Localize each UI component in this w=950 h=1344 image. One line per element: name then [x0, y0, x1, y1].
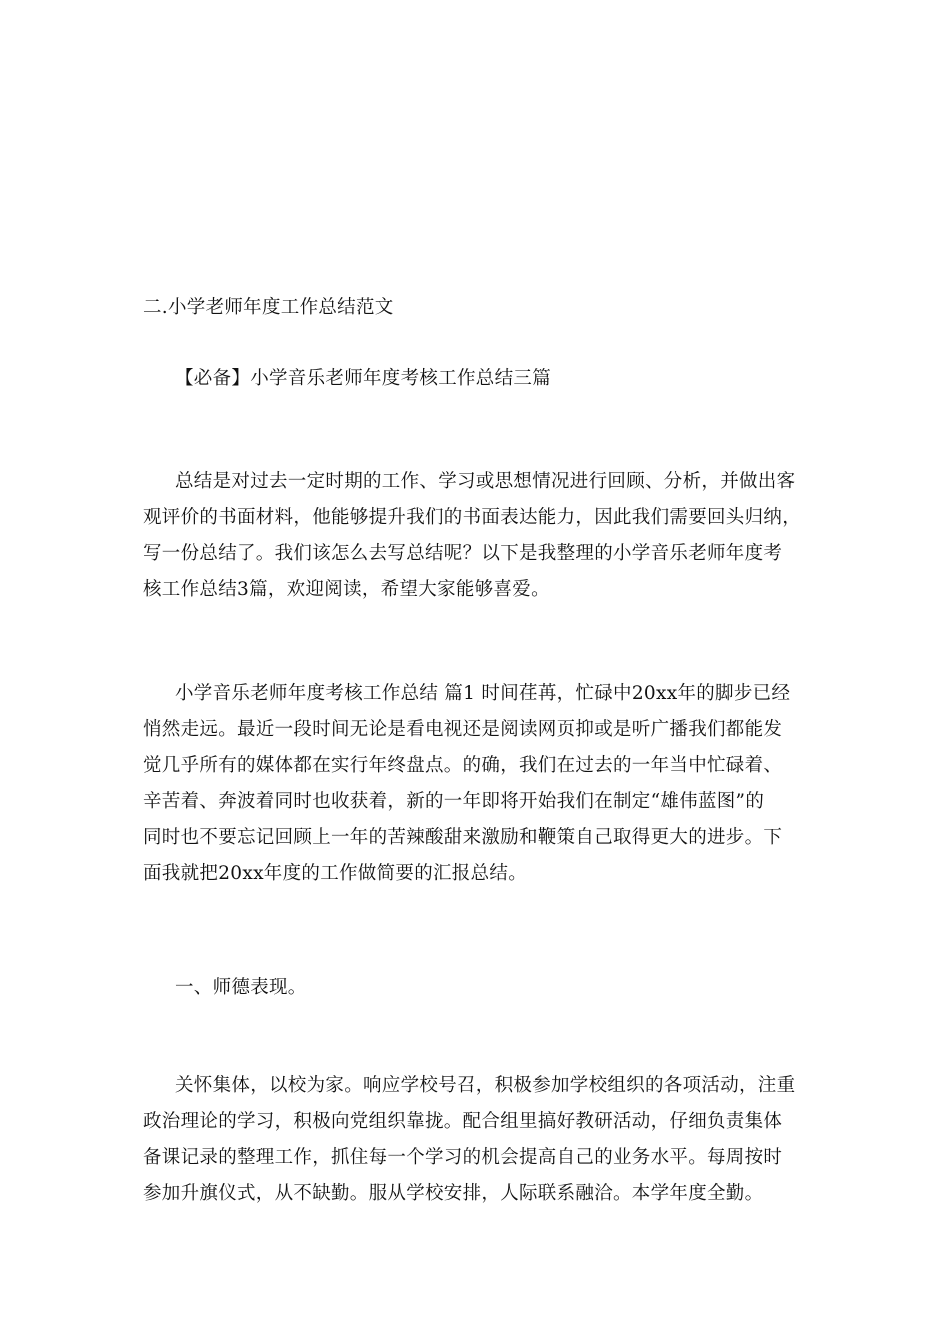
section-heading: 二.小学老师年度工作总结范文: [143, 297, 394, 318]
text-line: 一、师德表现。: [175, 977, 307, 998]
text-line: 悄然走远。最近一段时间无论是看电视还是阅读网页抑或是听广播我们都能发: [143, 719, 783, 740]
text-line: 面我就把20xx年度的工作做简要的汇报总结。: [143, 863, 528, 884]
text-line: 小学音乐老师年度考核工作总结 篇1 时间荏苒，忙碌中20xx年的脚步已经: [175, 683, 791, 704]
ethics-paragraph: [143, 1068, 807, 1212]
text-line: 辛苦着、奔波着同时也收获着，新的一年即将开始我们在制定“雄伟蓝图”的: [143, 791, 765, 812]
text-line: 关怀集体，以校为家。响应学校号召，积极参加学校组织的各项活动，注重: [175, 1075, 796, 1096]
section-one-heading: [143, 970, 807, 1006]
text-line: 观评价的书面材料，他能够提升我们的书面表达能力，因此我们需要回头归纳，: [143, 507, 802, 528]
text-line: 参加升旗仪式，从不缺勤。服从学校安排，人际联系融洽。本学年度全勤。: [143, 1183, 764, 1204]
text-line: 写一份总结了。我们该怎么去写总结呢？以下是我整理的小学音乐老师年度考: [143, 543, 783, 564]
intro-paragraph: [143, 464, 807, 608]
text-line: 政治理论的学习，积极向党组织靠拢。配合组里搞好教研活动，仔细负责集体: [143, 1111, 783, 1132]
article-title: 【必备】小学音乐老师年度考核工作总结三篇: [175, 368, 552, 389]
text-line: 觉几乎所有的媒体都在实行年终盘点。的确，我们在过去的一年当中忙碌着、: [143, 755, 783, 776]
text-line: 备课记录的整理工作，抓住每一个学习的机会提高自己的业务水平。每周按时: [143, 1147, 783, 1168]
summary-paragraph: [143, 676, 807, 892]
text-line: 核工作总结3篇，欢迎阅读，希望大家能够喜爱。: [143, 579, 550, 600]
text-line: 同时也不要忘记回顾上一年的苦辣酸甜来激励和鞭策自己取得更大的进步。下: [143, 827, 783, 848]
text-line: 总结是对过去一定时期的工作、学习或思想情况进行回顾、分析，并做出客: [175, 471, 796, 492]
